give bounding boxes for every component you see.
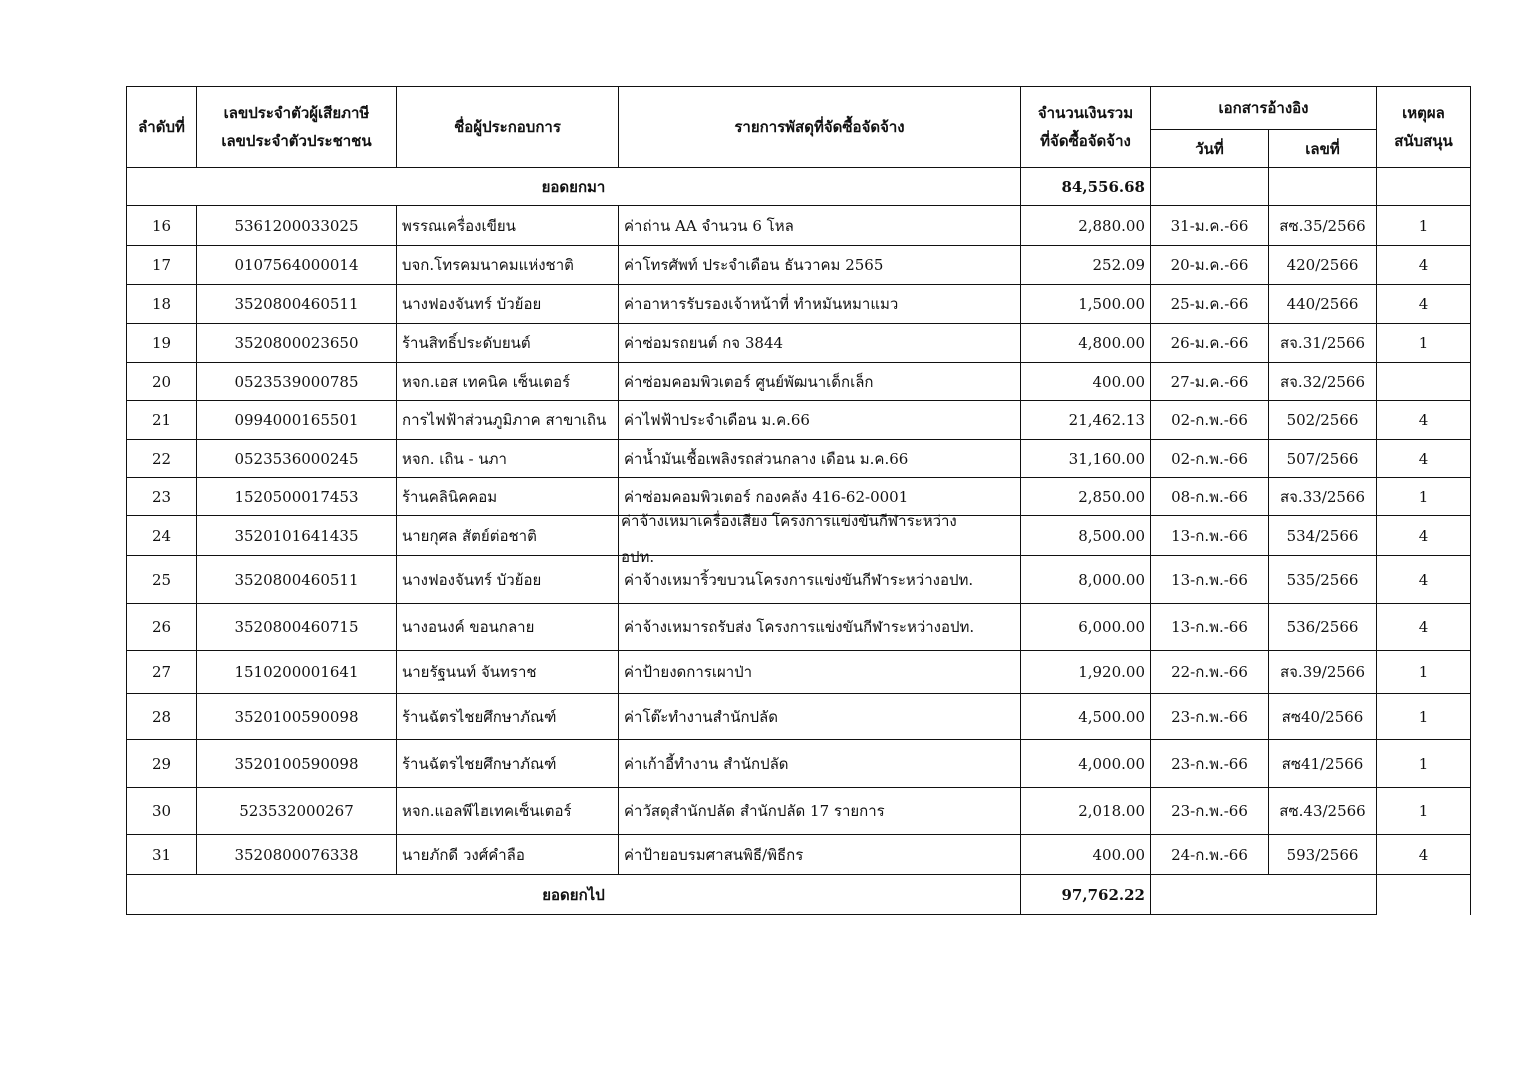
row-vendor: นางอนงค์ ขอนกลาย [397, 604, 619, 651]
row-no: 23 [127, 478, 197, 516]
row-amount: 2,880.00 [1021, 206, 1151, 246]
row-vendor: นายภักดี วงศ์คำลือ [397, 835, 619, 875]
brought-forward-label: ยอดยกมา [127, 168, 1021, 206]
row-reason: 1 [1377, 788, 1471, 835]
header-reason [1377, 87, 1471, 168]
row-amount: 4,000.00 [1021, 740, 1151, 788]
row-amount: 1,500.00 [1021, 285, 1151, 324]
row-tax-id: 3520800460511 [197, 285, 397, 324]
row-item: ค่าป้ายงดการเผาป่า [619, 651, 1021, 694]
row-amount: 21,462.13 [1021, 401, 1151, 440]
header-reason-line1: เหตุผล [1402, 104, 1445, 122]
row-doc: สซ.43/2566 [1269, 788, 1377, 835]
row-date: 02-ก.พ.-66 [1151, 401, 1269, 440]
row-item: ค่าวัสดุสำนักปลัด สำนักปลัด 17 รายการ [619, 788, 1021, 835]
row-reason: 4 [1377, 440, 1471, 478]
row-no: 24 [127, 516, 197, 556]
row-vendor: นางฟองจันทร์ บัวย้อย [397, 556, 619, 604]
header-ref-no: เลขที่ [1269, 130, 1377, 168]
row-item: ค่าจ้างเหมาเครื่องเสียง โครงการแข่งขันกีฬาระหว่าง [621, 511, 957, 530]
brought-forward-row [127, 168, 1471, 206]
row-item: ค่าจ้างเหมารถรับส่ง โครงการแข่งขันกีฬาระหว่างอปท. [619, 604, 1021, 651]
row-amount: 2,850.00 [1021, 478, 1151, 516]
row-item: ค่าอาหารรับรองเจ้าหน้าที่ ทำหมันหมาแมว [619, 285, 1021, 324]
header-row-1 [127, 87, 1471, 130]
row-doc: สซ.35/2566 [1269, 206, 1377, 246]
table-row [127, 835, 1471, 875]
row-item: ค่าโทรศัพท์ ประจำเดือน ธันวาคม 2565 [619, 246, 1021, 285]
row-date: 25-ม.ค.-66 [1151, 285, 1269, 324]
row-vendor: หจก.แอลพีไฮเทคเซ็นเตอร์ [397, 788, 619, 835]
row-doc: 440/2566 [1269, 285, 1377, 324]
row-amount: 31,160.00 [1021, 440, 1151, 478]
table-row [127, 206, 1471, 246]
table-row [127, 324, 1471, 363]
row-reason: 4 [1377, 835, 1471, 875]
header-vendor: ชื่อผู้ประกอบการ [397, 87, 619, 168]
row-vendor: นายรัฐนนท์ จันทราช [397, 651, 619, 694]
row-amount: 8,500.00 [1021, 516, 1151, 556]
row-amount: 4,800.00 [1021, 324, 1151, 363]
row-no: 19 [127, 324, 197, 363]
row-no: 22 [127, 440, 197, 478]
row-reason [1377, 363, 1471, 401]
table-row [127, 694, 1471, 740]
row-date: 13-ก.พ.-66 [1151, 516, 1269, 556]
row-amount: 400.00 [1021, 363, 1151, 401]
row-date: 13-ก.พ.-66 [1151, 556, 1269, 604]
table-row [127, 440, 1471, 478]
row-doc: สจ.39/2566 [1269, 651, 1377, 694]
header-tax-id [197, 87, 397, 168]
row-item: ค่าซ่อมรถยนต์ กจ 3844 [619, 324, 1021, 363]
row-vendor: พรรณเครื่องเขียน [397, 206, 619, 246]
row-reason: 4 [1377, 246, 1471, 285]
row-no: 27 [127, 651, 197, 694]
header-amount-line1: จำนวนเงินรวม [1037, 104, 1134, 122]
row-no: 16 [127, 206, 197, 246]
row-doc: สจ.32/2566 [1269, 363, 1377, 401]
row-date: 23-ก.พ.-66 [1151, 740, 1269, 788]
header-tax-id-line2: เลขประจำตัวประชาชน [221, 132, 372, 150]
row-tax-id: 1510200001641 [197, 651, 397, 694]
row-tax-id: 3520101641435 [197, 516, 397, 556]
header-ref-date: วันที่ [1151, 130, 1269, 168]
header-item: รายการพัสดุที่จัดซื้อจัดจ้าง [619, 87, 1021, 168]
row-no: 21 [127, 401, 197, 440]
row-doc: 534/2566 [1269, 516, 1377, 556]
row-reason: 4 [1377, 401, 1471, 440]
empty-cell [1151, 875, 1377, 915]
row-no: 20 [127, 363, 197, 401]
row-reason: 4 [1377, 285, 1471, 324]
row-doc: 420/2566 [1269, 246, 1377, 285]
carried-forward-row [127, 875, 1471, 915]
row-tax-id: 3520100590098 [197, 694, 397, 740]
row-vendor: หจก. เถิน - นภา [397, 440, 619, 478]
row-date: 27-ม.ค.-66 [1151, 363, 1269, 401]
row-date: 22-ก.พ.-66 [1151, 651, 1269, 694]
row-doc: สจ.31/2566 [1269, 324, 1377, 363]
header-ref: เอกสารอ้างอิง [1151, 87, 1377, 130]
row-item: ค่าถ่าน AA จำนวน 6 โหล [619, 206, 1021, 246]
row-tax-id: 3520800460715 [197, 604, 397, 651]
row-tax-id: 3520100590098 [197, 740, 397, 788]
row-reason: 4 [1377, 516, 1471, 556]
row-tax-id: 0994000165501 [197, 401, 397, 440]
row-vendor: ร้านฉัตรไชยศึกษาภัณฑ์ [397, 740, 619, 788]
row-vendor: นายกุศล สัตย์ต่อชาติ [397, 516, 619, 556]
row-date: 20-ม.ค.-66 [1151, 246, 1269, 285]
row-no: 17 [127, 246, 197, 285]
row-amount: 1,920.00 [1021, 651, 1151, 694]
row-amount: 8,000.00 [1021, 556, 1151, 604]
row-tax-id: 0107564000014 [197, 246, 397, 285]
row-tax-id: 1520500017453 [197, 478, 397, 516]
table-row [127, 246, 1471, 285]
table-row [127, 556, 1471, 604]
brought-forward-amount: 84,556.68 [1021, 168, 1151, 206]
row-no: 30 [127, 788, 197, 835]
row-reason: 1 [1377, 324, 1471, 363]
table-row [127, 363, 1471, 401]
procurement-table [126, 86, 1471, 915]
row-date: 31-ม.ค.-66 [1151, 206, 1269, 246]
row-item: ค่าซ่อมคอมพิวเตอร์ ศูนย์พัฒนาเด็กเล็ก [619, 363, 1021, 401]
empty-cell [1377, 875, 1471, 915]
row-tax-id: 523532000267 [197, 788, 397, 835]
row-item: ค่าน้ำมันเชื้อเพลิงรถส่วนกลาง เดือน ม.ค.66 [619, 440, 1021, 478]
row-item-line2: อปท. [621, 547, 655, 566]
row-amount: 252.09 [1021, 246, 1151, 285]
row-tax-id: 3520800023650 [197, 324, 397, 363]
row-tax-id: 0523536000245 [197, 440, 397, 478]
row-date: 13-ก.พ.-66 [1151, 604, 1269, 651]
row-amount: 4,500.00 [1021, 694, 1151, 740]
row-vendor: ร้านสิทธิ์ประดับยนต์ [397, 324, 619, 363]
row-item-cell [619, 511, 1021, 566]
row-item: ค่าโต๊ะทำงานสำนักปลัด [619, 694, 1021, 740]
row-doc: 593/2566 [1269, 835, 1377, 875]
row-doc: 535/2566 [1269, 556, 1377, 604]
row-vendor: หจก.เอส เทคนิค เซ็นเตอร์ [397, 363, 619, 401]
row-reason: 1 [1377, 478, 1471, 516]
row-vendor: บจก.โทรคมนาคมแห่งชาติ [397, 246, 619, 285]
header-no: ลำดับที่ [127, 87, 197, 168]
row-no: 18 [127, 285, 197, 324]
row-doc: สจ.33/2566 [1269, 478, 1377, 516]
empty-cell [1269, 168, 1377, 206]
table-row [127, 285, 1471, 324]
row-tax-id: 3520800076338 [197, 835, 397, 875]
row-vendor: ร้านคลินิคคอม [397, 478, 619, 516]
row-item-clip [619, 511, 1020, 566]
carried-forward-label: ยอดยกไป [127, 875, 1021, 915]
table-row [127, 516, 1471, 556]
row-tax-id: 3520800460511 [197, 556, 397, 604]
row-reason: 1 [1377, 651, 1471, 694]
row-reason: 1 [1377, 740, 1471, 788]
table-row [127, 740, 1471, 788]
row-date: 23-ก.พ.-66 [1151, 788, 1269, 835]
row-item: ค่าป้ายอบรมศาสนพิธี/พิธีกร [619, 835, 1021, 875]
row-no: 31 [127, 835, 197, 875]
empty-cell [1151, 168, 1269, 206]
row-item: ค่าไฟฟ้าประจำเดือน ม.ค.66 [619, 401, 1021, 440]
table-row [127, 401, 1471, 440]
row-vendor: ร้านฉัตรไชยศึกษาภัณฑ์ [397, 694, 619, 740]
row-doc: สซ41/2566 [1269, 740, 1377, 788]
table-row [127, 604, 1471, 651]
row-amount: 6,000.00 [1021, 604, 1151, 651]
empty-cell [1377, 168, 1471, 206]
row-date: 24-ก.พ.-66 [1151, 835, 1269, 875]
carried-forward-amount: 97,762.22 [1021, 875, 1151, 915]
row-tax-id: 5361200033025 [197, 206, 397, 246]
table-row [127, 651, 1471, 694]
row-reason: 4 [1377, 604, 1471, 651]
row-doc: 507/2566 [1269, 440, 1377, 478]
header-reason-line2: สนับสนุน [1394, 132, 1453, 150]
row-doc: 502/2566 [1269, 401, 1377, 440]
row-item: ค่าจ้างเหมาริ้วขบวนโครงการแข่งขันกีฬาระหว่างอปท. [619, 556, 1021, 604]
header-amount-line2: ที่จัดซื้อจัดจ้าง [1040, 132, 1131, 150]
row-vendor: การไฟฟ้าส่วนภูมิภาค สาขาเถิน [397, 401, 619, 440]
row-date: 02-ก.พ.-66 [1151, 440, 1269, 478]
row-no: 26 [127, 604, 197, 651]
row-item: ค่าซ่อมคอมพิวเตอร์ กองคลัง 416-62-0001 [619, 478, 1021, 516]
row-date: 08-ก.พ.-66 [1151, 478, 1269, 516]
header-amount [1021, 87, 1151, 168]
row-no: 29 [127, 740, 197, 788]
row-date: 26-ม.ค.-66 [1151, 324, 1269, 363]
row-item: ค่าเก้าอี้ทำงาน สำนักปลัด [619, 740, 1021, 788]
table-row [127, 788, 1471, 835]
header-tax-id-line1: เลขประจำตัวผู้เสียภาษี [223, 104, 370, 122]
row-reason: 4 [1377, 556, 1471, 604]
row-reason: 1 [1377, 694, 1471, 740]
row-reason: 1 [1377, 206, 1471, 246]
row-doc: 536/2566 [1269, 604, 1377, 651]
row-amount: 400.00 [1021, 835, 1151, 875]
row-doc: สซ40/2566 [1269, 694, 1377, 740]
row-tax-id: 0523539000785 [197, 363, 397, 401]
row-amount: 2,018.00 [1021, 788, 1151, 835]
row-no: 25 [127, 556, 197, 604]
row-date: 23-ก.พ.-66 [1151, 694, 1269, 740]
row-no: 28 [127, 694, 197, 740]
row-vendor: นางฟองจันทร์ บัวย้อย [397, 285, 619, 324]
